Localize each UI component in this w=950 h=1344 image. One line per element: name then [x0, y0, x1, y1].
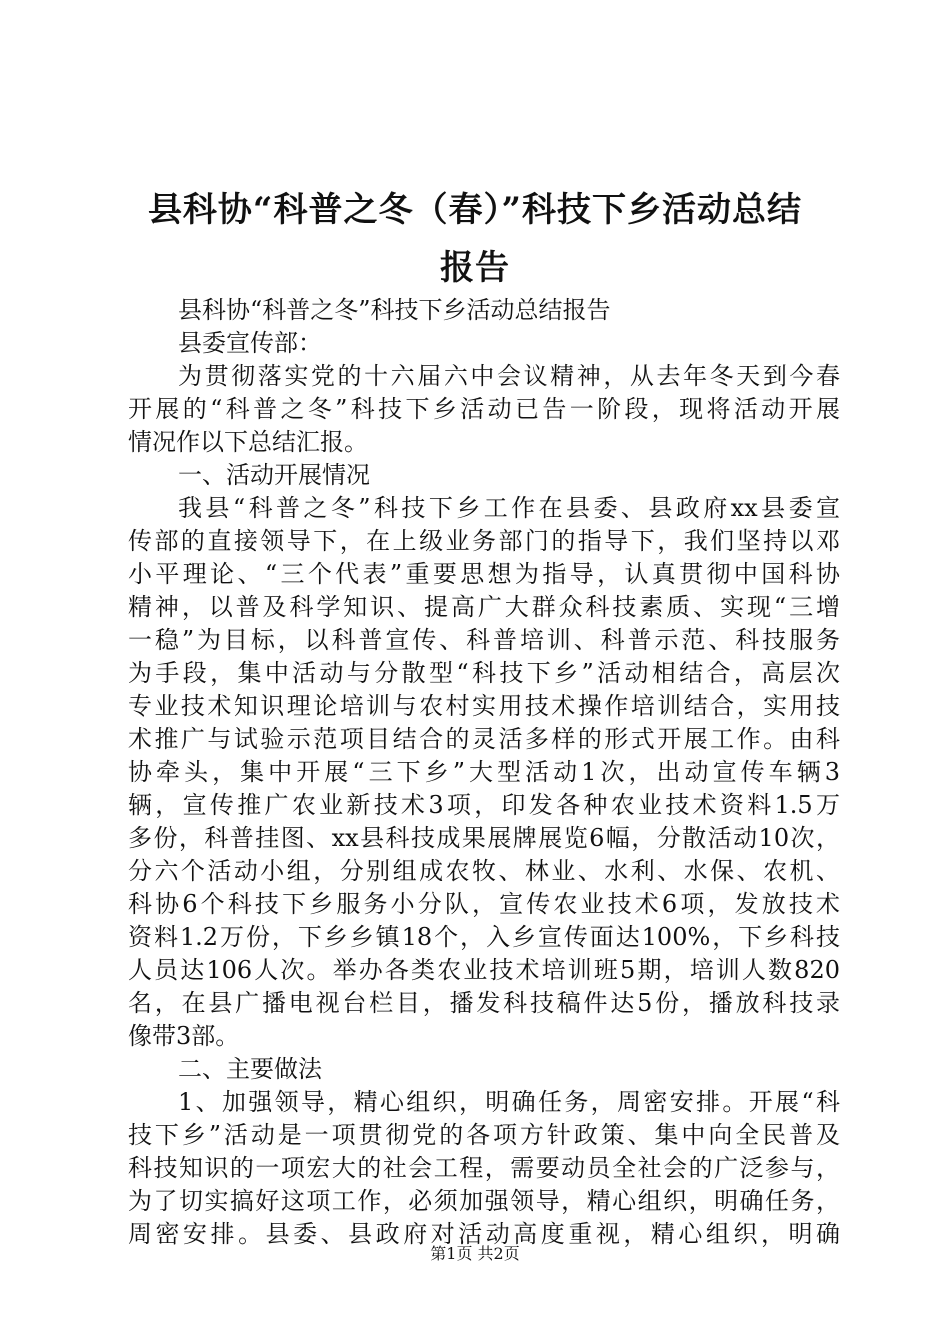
body-line: 县科协“科普之冬”科技下乡活动总结报告 — [178, 296, 611, 324]
body-line: 周密安排。县委、县政府对活动高度重视，精心组织，明确 — [128, 1220, 840, 1248]
body-line: 为了切实搞好这项工作，必须加强领导，精心组织，明确任务， — [128, 1187, 840, 1215]
body-line: 县委宣传部： — [178, 329, 322, 357]
body-line: 开展的“科普之冬”科技下乡活动已告一阶段，现将活动开展 — [128, 395, 840, 423]
body-line: 人员达106人次。举办各类农业技术培训班5期，培训人数820 — [128, 956, 840, 984]
body-line: 辆，宣传推广农业新技术3项，印发各种农业技术资料1.5万 — [128, 791, 840, 819]
body-line: 多份，科普挂图、xx县科技成果展牌展览6幅，分散活动10次， — [128, 824, 840, 852]
document-title-line-1: 县科协“科普之冬（春）”科技下乡活动总结 — [147, 190, 803, 230]
page-footer: 第1页 共2页 — [430, 1244, 520, 1263]
body-line: 一、活动开展情况 — [178, 461, 370, 489]
body-line: 科协6个科技下乡服务小分队，宣传农业技术6项，发放技术 — [128, 890, 840, 918]
body-line: 技下乡”活动是一项贯彻党的各项方针政策、集中向全民普及 — [128, 1121, 840, 1149]
body-line: 科技知识的一项宏大的社会工程，需要动员全社会的广泛参与， — [128, 1154, 840, 1182]
body-line: 术推广与试验示范项目结合的灵活多样的形式开展工作。由科 — [128, 725, 840, 753]
body-line: 我县“科普之冬”科技下乡工作在县委、县政府xx县委宣 — [178, 494, 840, 522]
body-line: 协牵头，集中开展“三下乡”大型活动1次，出动宣传车辆3 — [128, 758, 840, 786]
body-line: 分六个活动小组，分别组成农牧、林业、水利、水保、农机、 — [128, 857, 840, 885]
body-line: 专业技术知识理论培训与农村实用技术操作培训结合，实用技 — [128, 692, 840, 720]
body-line: 一稳”为目标，以科普宣传、科普培训、科普示范、科技服务 — [128, 626, 840, 654]
body-line: 传部的直接领导下，在上级业务部门的指导下，我们坚持以邓 — [128, 527, 840, 555]
document-title-line-2: 报告 — [440, 248, 510, 288]
body-line: 资料1.2万份，下乡乡镇18个，入乡宣传面达100%，下乡科技 — [128, 923, 840, 951]
body-line: 精神，以普及科学知识、提高广大群众科技素质、实现“三增 — [128, 593, 840, 621]
document-body — [128, 294, 840, 1251]
body-line: 像带3部。 — [128, 1022, 240, 1050]
body-line: 为手段，集中活动与分散型“科技下乡”活动相结合，高层次 — [128, 659, 840, 687]
body-line: 二、主要做法 — [178, 1055, 322, 1083]
body-line: 为贯彻落实党的十六届六中会议精神，从去年冬天到今春 — [178, 362, 840, 390]
body-line: 小平理论、“三个代表”重要思想为指导，认真贯彻中国科协 — [128, 560, 840, 588]
body-line: 1、加强领导，精心组织，明确任务，周密安排。开展“科 — [178, 1088, 840, 1116]
body-line: 情况作以下总结汇报。 — [128, 428, 368, 456]
body-line: 名，在县广播电视台栏目，播发科技稿件达5份，播放科技录 — [128, 989, 840, 1017]
